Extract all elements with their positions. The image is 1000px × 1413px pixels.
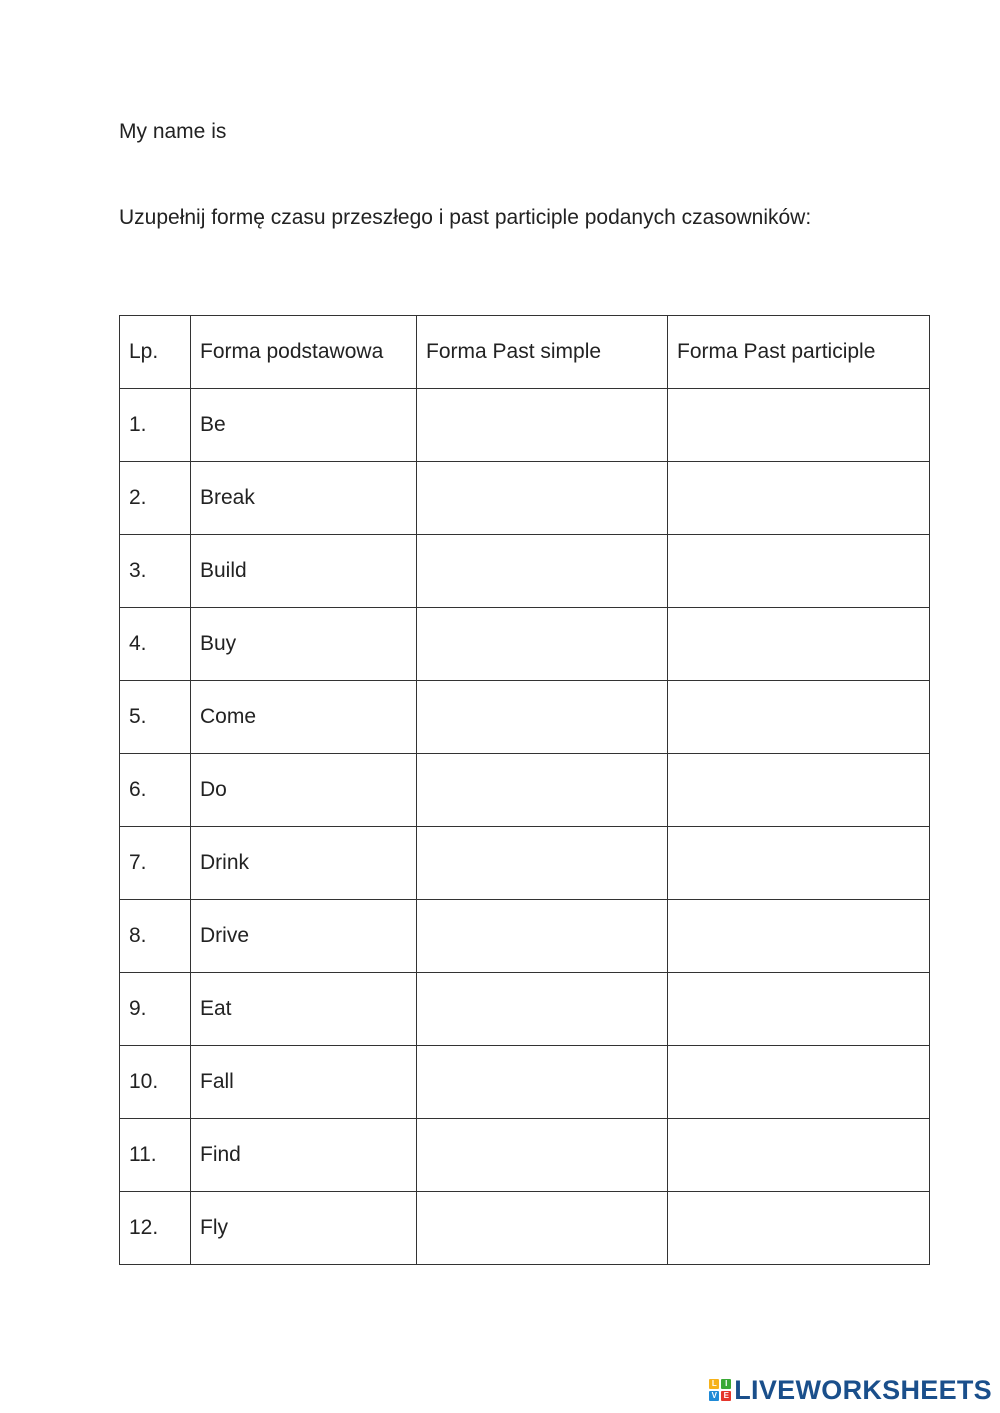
row-number: 8. bbox=[120, 900, 191, 973]
past-participle-cell[interactable] bbox=[668, 1192, 930, 1265]
past-participle-cell[interactable] bbox=[668, 1046, 930, 1119]
table-row bbox=[120, 1046, 930, 1119]
header-past-simple: Forma Past simple bbox=[417, 316, 668, 389]
logo-square: L bbox=[709, 1379, 719, 1389]
past-participle-input[interactable] bbox=[668, 681, 929, 753]
past-simple-input[interactable] bbox=[417, 462, 667, 534]
table-row bbox=[120, 681, 930, 754]
table-body bbox=[120, 389, 930, 1265]
past-participle-cell[interactable] bbox=[668, 608, 930, 681]
instruction-text: Uzupełnij formę czasu przeszłego i past participle podanych czasowników: bbox=[119, 206, 812, 229]
row-number: 2. bbox=[120, 462, 191, 535]
table-row bbox=[120, 462, 930, 535]
past-participle-cell[interactable] bbox=[668, 1119, 930, 1192]
past-simple-input[interactable] bbox=[417, 1192, 667, 1264]
row-number: 7. bbox=[120, 827, 191, 900]
past-simple-cell[interactable] bbox=[417, 1192, 668, 1265]
base-form-cell: Buy bbox=[191, 608, 417, 681]
base-form-cell: Eat bbox=[191, 973, 417, 1046]
past-simple-input[interactable] bbox=[417, 973, 667, 1045]
row-number: 5. bbox=[120, 681, 191, 754]
past-simple-cell[interactable] bbox=[417, 608, 668, 681]
row-number: 9. bbox=[120, 973, 191, 1046]
past-simple-input[interactable] bbox=[417, 389, 667, 461]
row-number: 1. bbox=[120, 389, 191, 462]
header-past-participle: Forma Past participle bbox=[668, 316, 930, 389]
table-row bbox=[120, 608, 930, 681]
past-participle-input[interactable] bbox=[668, 389, 929, 461]
past-participle-cell[interactable] bbox=[668, 535, 930, 608]
past-participle-cell[interactable] bbox=[668, 900, 930, 973]
base-form-cell: Drive bbox=[191, 900, 417, 973]
base-form-cell: Find bbox=[191, 1119, 417, 1192]
table-header-row bbox=[120, 316, 930, 389]
past-participle-input[interactable] bbox=[668, 462, 929, 534]
liveworksheets-logo-icon bbox=[709, 1379, 731, 1401]
row-number: 10. bbox=[120, 1046, 191, 1119]
base-form-cell: Fall bbox=[191, 1046, 417, 1119]
row-number: 11. bbox=[120, 1119, 191, 1192]
liveworksheets-brand bbox=[709, 1375, 992, 1405]
table-row bbox=[120, 389, 930, 462]
verb-table bbox=[119, 315, 930, 1265]
base-form-cell: Fly bbox=[191, 1192, 417, 1265]
row-number: 12. bbox=[120, 1192, 191, 1265]
past-simple-input[interactable] bbox=[417, 608, 667, 680]
past-participle-input[interactable] bbox=[668, 1046, 929, 1118]
table-row bbox=[120, 827, 930, 900]
past-simple-cell[interactable] bbox=[417, 1046, 668, 1119]
past-simple-cell[interactable] bbox=[417, 827, 668, 900]
past-participle-cell[interactable] bbox=[668, 754, 930, 827]
past-simple-cell[interactable] bbox=[417, 973, 668, 1046]
base-form-cell: Be bbox=[191, 389, 417, 462]
row-number: 3. bbox=[120, 535, 191, 608]
past-simple-cell[interactable] bbox=[417, 681, 668, 754]
base-form-cell: Drink bbox=[191, 827, 417, 900]
past-participle-input[interactable] bbox=[668, 535, 929, 607]
past-simple-cell[interactable] bbox=[417, 900, 668, 973]
past-participle-input[interactable] bbox=[668, 1192, 929, 1264]
table-row bbox=[120, 535, 930, 608]
logo-square: I bbox=[721, 1379, 731, 1389]
past-participle-input[interactable] bbox=[668, 1119, 929, 1191]
table-row bbox=[120, 1119, 930, 1192]
base-form-cell: Build bbox=[191, 535, 417, 608]
past-participle-input[interactable] bbox=[668, 973, 929, 1045]
past-participle-input[interactable] bbox=[668, 754, 929, 826]
base-form-cell: Come bbox=[191, 681, 417, 754]
past-simple-input[interactable] bbox=[417, 681, 667, 753]
table-row bbox=[120, 900, 930, 973]
past-simple-input[interactable] bbox=[417, 754, 667, 826]
past-participle-cell[interactable] bbox=[668, 389, 930, 462]
table-row bbox=[120, 1192, 930, 1265]
past-participle-input[interactable] bbox=[668, 827, 929, 899]
past-simple-cell[interactable] bbox=[417, 754, 668, 827]
past-simple-cell[interactable] bbox=[417, 389, 668, 462]
past-simple-cell[interactable] bbox=[417, 535, 668, 608]
past-simple-input[interactable] bbox=[417, 827, 667, 899]
past-simple-input[interactable] bbox=[417, 535, 667, 607]
past-simple-input[interactable] bbox=[417, 900, 667, 972]
past-participle-cell[interactable] bbox=[668, 681, 930, 754]
past-participle-cell[interactable] bbox=[668, 973, 930, 1046]
table-row bbox=[120, 754, 930, 827]
past-participle-cell[interactable] bbox=[668, 827, 930, 900]
past-simple-input[interactable] bbox=[417, 1119, 667, 1191]
table-row bbox=[120, 973, 930, 1046]
brand-text: LIVEWORKSHEETS bbox=[734, 1375, 992, 1405]
header-lp: Lp. bbox=[120, 316, 191, 389]
past-participle-input[interactable] bbox=[668, 608, 929, 680]
name-prompt: My name is bbox=[119, 120, 227, 143]
past-simple-cell[interactable] bbox=[417, 1119, 668, 1192]
row-number: 6. bbox=[120, 754, 191, 827]
base-form-cell: Do bbox=[191, 754, 417, 827]
past-simple-input[interactable] bbox=[417, 1046, 667, 1118]
logo-square: V bbox=[709, 1391, 719, 1401]
header-base-form: Forma podstawowa bbox=[191, 316, 417, 389]
row-number: 4. bbox=[120, 608, 191, 681]
base-form-cell: Break bbox=[191, 462, 417, 535]
past-simple-cell[interactable] bbox=[417, 462, 668, 535]
past-participle-cell[interactable] bbox=[668, 462, 930, 535]
past-participle-input[interactable] bbox=[668, 900, 929, 972]
logo-square: E bbox=[721, 1391, 731, 1401]
